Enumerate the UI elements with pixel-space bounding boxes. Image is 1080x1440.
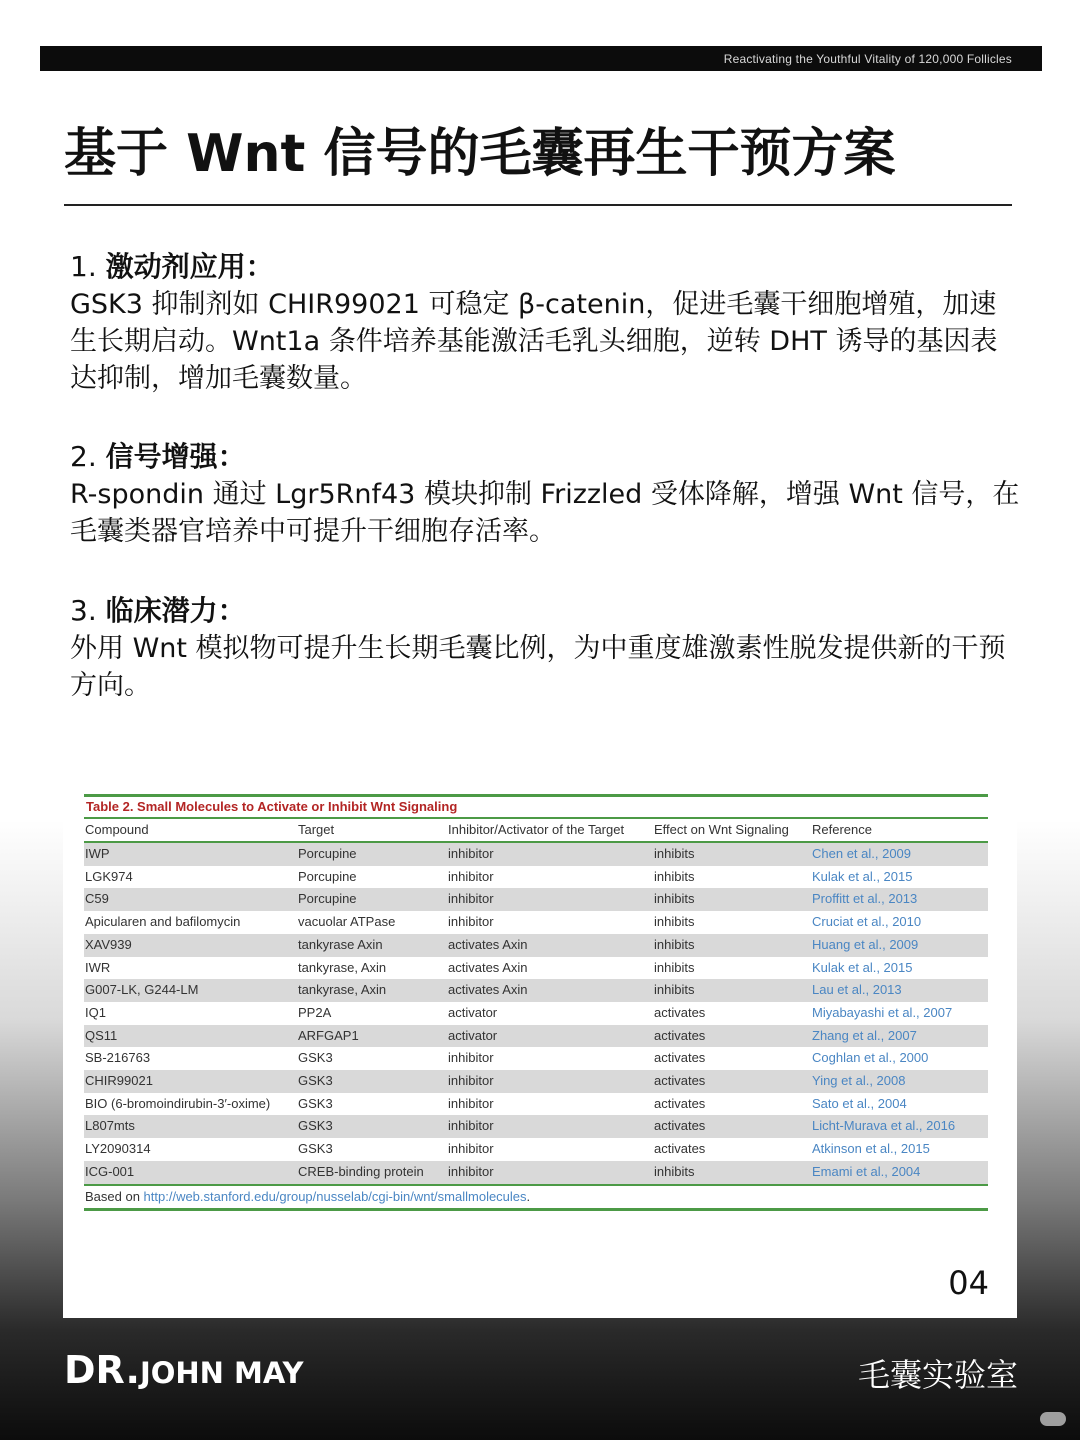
effect-cell: inhibits xyxy=(653,888,811,911)
reference-cell[interactable]: Proffitt et al., 2013 xyxy=(811,888,988,911)
compound-cell: L807mts xyxy=(84,1115,297,1138)
effect-cell: activates xyxy=(653,1047,811,1070)
effect-cell: inhibits xyxy=(653,866,811,889)
compound-cell: XAV939 xyxy=(84,934,297,957)
lab-name: 毛囊实验室 xyxy=(857,1356,1018,1394)
table-row xyxy=(84,979,988,1002)
target-cell: GSK3 xyxy=(297,1138,447,1161)
table-card xyxy=(63,782,1017,1318)
target-cell: tankyrase, Axin xyxy=(297,979,447,1002)
role-cell: activates Axin xyxy=(447,957,653,980)
tagline: Reactivating the Youthful Vitality of 120,000 Follicles xyxy=(723,52,1012,66)
section-heading xyxy=(70,438,1020,476)
section-number: 2. xyxy=(70,440,97,473)
section-body: GSK3 抑制剂如 CHIR99021 可稳定 β-catenin，促进毛囊干细胞增殖，加速生长期启动。Wnt1a 条件培养基能激活毛乳头细胞，逆转 DHT 诱导的基因表达抑制，增加毛囊数量。 xyxy=(70,289,998,394)
target-cell: GSK3 xyxy=(297,1093,447,1116)
reference-cell[interactable]: Lau et al., 2013 xyxy=(811,979,988,1002)
target-cell: Porcupine xyxy=(297,842,447,866)
role-cell: inhibitor xyxy=(447,1161,653,1184)
table-row xyxy=(84,1093,988,1116)
role-cell: inhibitor xyxy=(447,1115,653,1138)
target-cell: GSK3 xyxy=(297,1115,447,1138)
compound-cell: IWP xyxy=(84,842,297,866)
column-header: Effect on Wnt Signaling xyxy=(653,819,811,842)
table-row xyxy=(84,1115,988,1138)
effect-cell: activates xyxy=(653,1070,811,1093)
section-signal-enhancement xyxy=(70,438,1020,550)
effect-cell: inhibits xyxy=(653,934,811,957)
compound-cell: IWR xyxy=(84,957,297,980)
reference-cell[interactable]: Chen et al., 2009 xyxy=(811,842,988,866)
effect-cell: inhibits xyxy=(653,979,811,1002)
role-cell: activates Axin xyxy=(447,979,653,1002)
table-row xyxy=(84,1002,988,1025)
role-cell: activates Axin xyxy=(447,934,653,957)
table-title: Table 2. Small Molecules to Activate or Inhibit Wnt Signaling xyxy=(86,799,458,814)
target-cell: Porcupine xyxy=(297,888,447,911)
role-cell: inhibitor xyxy=(447,911,653,934)
compound-cell: LY2090314 xyxy=(84,1138,297,1161)
effect-cell: inhibits xyxy=(653,842,811,866)
effect-cell: activates xyxy=(653,1025,811,1048)
column-header: Compound xyxy=(84,819,297,842)
title-divider xyxy=(64,204,1012,206)
reference-cell[interactable]: Zhang et al., 2007 xyxy=(811,1025,988,1048)
compound-cell: LGK974 xyxy=(84,866,297,889)
effect-cell: activates xyxy=(653,1138,811,1161)
reference-cell[interactable]: Ying et al., 2008 xyxy=(811,1070,988,1093)
role-cell: inhibitor xyxy=(447,1070,653,1093)
page-number: 04 xyxy=(948,1264,989,1302)
section-number: 1. xyxy=(70,250,97,283)
role-cell: activator xyxy=(447,1025,653,1048)
role-cell: inhibitor xyxy=(447,1093,653,1116)
section-agonist xyxy=(70,248,1020,397)
compound-cell: ICG-001 xyxy=(84,1161,297,1184)
target-cell: tankyrase Axin xyxy=(297,934,447,957)
compound-cell: C59 xyxy=(84,888,297,911)
compound-cell: G007-LK, G244-LM xyxy=(84,979,297,1002)
table-row xyxy=(84,1025,988,1048)
role-cell: inhibitor xyxy=(447,888,653,911)
table-row xyxy=(84,842,988,866)
reference-cell[interactable]: Miyabayashi et al., 2007 xyxy=(811,1002,988,1025)
effect-cell: activates xyxy=(653,1115,811,1138)
section-title: 临床潜力： xyxy=(105,594,246,627)
target-cell: GSK3 xyxy=(297,1070,447,1093)
table-end-rule xyxy=(84,1208,988,1211)
section-title: 激动剂应用： xyxy=(105,250,274,283)
effect-cell: inhibits xyxy=(653,1161,811,1184)
role-cell: inhibitor xyxy=(447,1047,653,1070)
effect-cell: activates xyxy=(653,1002,811,1025)
reference-cell[interactable]: Licht-Murava et al., 2016 xyxy=(811,1115,988,1138)
reference-cell[interactable]: Emami et al., 2004 xyxy=(811,1161,988,1184)
section-body: 外用 Wnt 模拟物可提升生长期毛囊比例，为中重度雄激素性脱发提供新的干预方向。 xyxy=(70,633,1006,701)
section-heading xyxy=(70,592,1020,630)
wnt-table xyxy=(84,794,988,1211)
table-source-note xyxy=(84,1186,988,1208)
target-cell: tankyrase, Axin xyxy=(297,957,447,980)
column-header: Reference xyxy=(811,819,988,842)
brand-prefix: DR. xyxy=(64,1348,140,1392)
role-cell: inhibitor xyxy=(447,866,653,889)
compound-cell: IQ1 xyxy=(84,1002,297,1025)
watermark-badge xyxy=(1040,1412,1066,1426)
table-row xyxy=(84,934,988,957)
top-banner xyxy=(40,46,1042,71)
effect-cell: inhibits xyxy=(653,911,811,934)
column-header: Target xyxy=(297,819,447,842)
note-suffix: . xyxy=(526,1188,531,1204)
target-cell: ARFGAP1 xyxy=(297,1025,447,1048)
compound-cell: Apicularen and bafilomycin xyxy=(84,911,297,934)
reference-cell[interactable]: Atkinson et al., 2015 xyxy=(811,1138,988,1161)
role-cell: inhibitor xyxy=(447,1138,653,1161)
compound-cell: CHIR99021 xyxy=(84,1070,297,1093)
section-heading xyxy=(70,248,1020,286)
note-prefix: Based on xyxy=(85,1188,144,1204)
section-title: 信号增强： xyxy=(105,440,246,473)
effect-cell: activates xyxy=(653,1093,811,1116)
target-cell: GSK3 xyxy=(297,1047,447,1070)
compound-cell: BIO (6-bromoindirubin-3′-oxime) xyxy=(84,1093,297,1116)
compound-cell: SB-216763 xyxy=(84,1047,297,1070)
table-row xyxy=(84,911,988,934)
data-table xyxy=(84,819,988,1184)
reference-cell[interactable]: Huang et al., 2009 xyxy=(811,934,988,957)
section-number: 3. xyxy=(70,594,97,627)
table-row xyxy=(84,888,988,911)
target-cell: Porcupine xyxy=(297,866,447,889)
page-title: 基于 Wnt 信号的毛囊再生干预方案 xyxy=(64,124,896,184)
table-row xyxy=(84,866,988,889)
table-header-row xyxy=(84,819,988,842)
section-body: R-spondin 通过 Lgr5Rnf43 模块抑制 Frizzled 受体降解，增强 Wnt 信号，在毛囊类器官培养中可提升干细胞存活率。 xyxy=(70,479,1020,547)
target-cell: vacuolar ATPase xyxy=(297,911,447,934)
table-row xyxy=(84,957,988,980)
effect-cell: inhibits xyxy=(653,957,811,980)
target-cell: CREB-binding protein xyxy=(297,1161,447,1184)
role-cell: activator xyxy=(447,1002,653,1025)
table-row xyxy=(84,1138,988,1161)
reference-cell[interactable]: Kulak et al., 2015 xyxy=(811,866,988,889)
reference-cell[interactable]: Sato et al., 2004 xyxy=(811,1093,988,1116)
target-cell: PP2A xyxy=(297,1002,447,1025)
table-row xyxy=(84,1070,988,1093)
reference-cell[interactable]: Coghlan et al., 2000 xyxy=(811,1047,988,1070)
reference-cell[interactable]: Cruciat et al., 2010 xyxy=(811,911,988,934)
column-header: Inhibitor/Activator of the Target xyxy=(447,819,653,842)
table-row xyxy=(84,1047,988,1070)
compound-cell: QS11 xyxy=(84,1025,297,1048)
role-cell: inhibitor xyxy=(447,842,653,866)
brand-name: JOHN MAY xyxy=(139,1356,304,1390)
reference-cell[interactable]: Kulak et al., 2015 xyxy=(811,957,988,980)
table-row xyxy=(84,1161,988,1184)
source-link[interactable]: http://web.stanford.edu/group/nusselab/cgi-bin/wnt/smallmolecules xyxy=(143,1188,527,1204)
brand-logo xyxy=(64,1348,304,1392)
section-clinical-potential xyxy=(70,592,1020,704)
